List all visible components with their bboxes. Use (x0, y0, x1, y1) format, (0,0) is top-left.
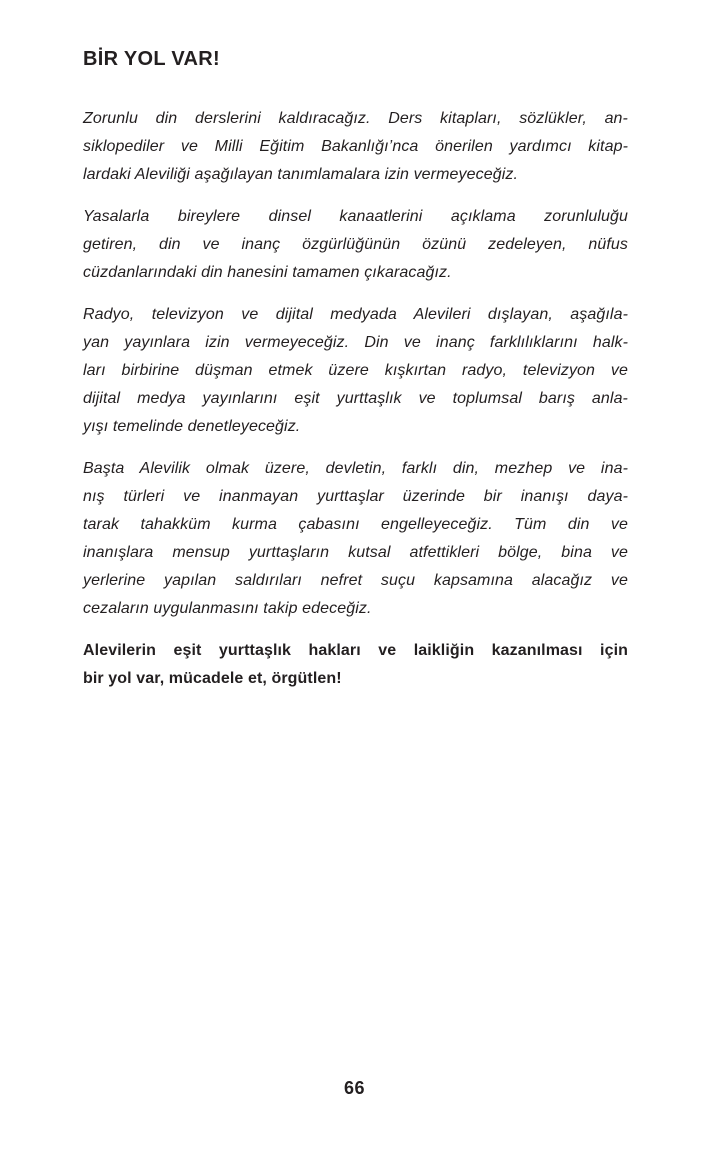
page-footer (0, 1078, 709, 1099)
text-line: Yasalarla bireylere dinsel kanaatlerini açıklama zorunluluğu (83, 208, 628, 225)
text-line: yan yayınlara izin vermeyeceğiz. Din ve inanç farklılıklarını halk- (83, 334, 628, 351)
text-line: nış türleri ve inanmayan yurttaşlar üzerinde bir inanışı daya- (83, 488, 628, 505)
body-text (83, 105, 628, 693)
text-line: Radyo, televizyon ve dijital medyada Alevileri dışlayan, aşağıla- (83, 306, 628, 323)
paragraph (83, 203, 628, 287)
text-line: dijital medya yayınlarını eşit yurttaşlık ve toplumsal barış anla- (83, 390, 628, 407)
text-line: Alevilerin eşit yurttaşlık hakları ve laikliğin kazanılması için (83, 642, 628, 659)
text-line: yerlerine yapılan saldırıları nefret suçu kapsamına alacağız ve (83, 572, 628, 589)
text-line: getiren, din ve inanç özgürlüğünün özünü zedeleyen, nüfus (83, 236, 628, 253)
text-line: Başta Alevilik olmak üzere, devletin, farklı din, mezhep ve ina- (83, 460, 628, 477)
text-line: cüzdanlarındaki din hanesini tamamen çıkaracağız. (83, 264, 452, 281)
text-line: siklopediler ve Milli Eğitim Bakanlığı’nca önerilen yardımcı kitap- (83, 138, 628, 155)
text-line: Zorunlu din derslerini kaldıracağız. Ders kitapları, sözlükler, an- (83, 110, 628, 127)
text-line: cezaların uygulanmasını takip edeceğiz. (83, 600, 372, 617)
paragraph (83, 637, 628, 693)
page-title: BİR YOL VAR! (83, 48, 220, 70)
text-line: ları birbirine düşman etmek üzere kışkırtan radyo, televizyon ve (83, 362, 628, 379)
text-line: inanışlara mensup yurttaşların kutsal atfettikleri bölge, bina ve (83, 544, 628, 561)
text-line: yışı temelinde denetleyeceğiz. (83, 418, 301, 435)
paragraph (83, 301, 628, 441)
text-line: lardaki Aleviliği aşağılayan tanımlamalara izin vermeyeceğiz. (83, 166, 519, 183)
text-line: bir yol var, mücadele et, örgütlen! (83, 670, 342, 687)
page-content (83, 48, 628, 707)
paragraph (83, 105, 628, 189)
page-number: 66 (343, 1078, 366, 1098)
text-line: tarak tahakküm kurma çabasını engelleyeceğiz. Tüm din ve (83, 516, 628, 533)
paragraph (83, 455, 628, 623)
